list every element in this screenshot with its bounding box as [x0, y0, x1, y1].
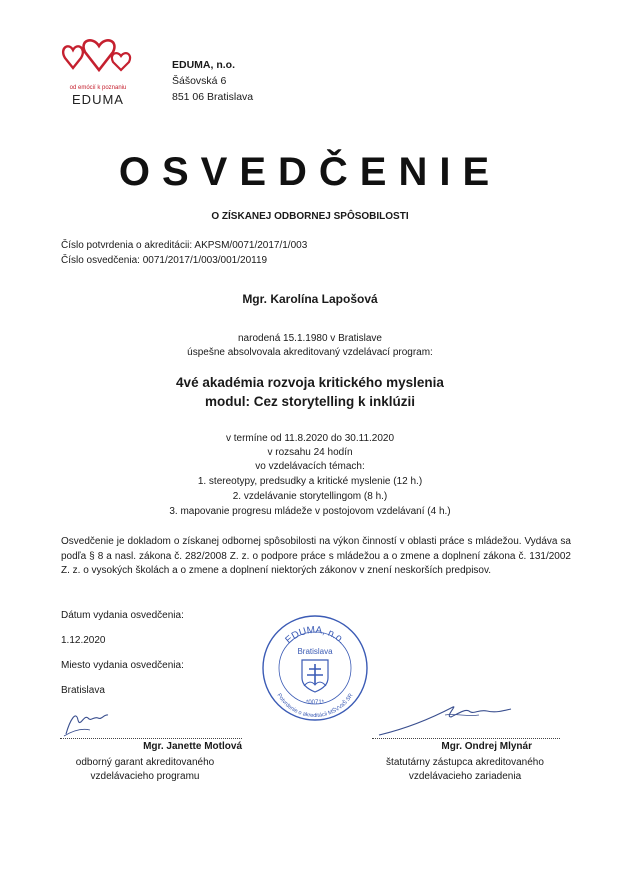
hearts-logo-icon [55, 38, 145, 88]
left-role-line2: vzdelávacieho programu [90, 771, 200, 782]
completion-statement: úspešne absolvovala akreditovaný vzdelávací program: [187, 347, 433, 358]
program-title: 4vé akadémia rozvoja kritického myslenia [176, 375, 444, 390]
recipient-details [0, 332, 620, 360]
right-signatory-name: Mgr. Ondrej Mlynár [441, 741, 532, 752]
stamp-city: Bratislava [297, 647, 333, 656]
legal-paragraph: Osvedčenie je dokladom o získanej odbornej spôsobilosti na výkon činností v oblasti práce s mládežou. Vydáva sa podľa § 8 a nasl. zákona č. 282/2008 Z. z. o podpore práce s mládežou a o zmene a doplnení zákona č. 131/2002 Z. z. o vysokých školách a o zmene a doplnení niektorých zákonov v znení neskorších predpisov. [61, 536, 571, 576]
logo-wordmark: EDUMA [72, 92, 124, 107]
signature-icon [60, 700, 120, 740]
document-title: OSVEDČENIE [118, 150, 502, 194]
right-signature-line [372, 738, 560, 739]
left-signatory-role [40, 756, 250, 784]
accreditation-number: Číslo potvrdenia o akreditácii: AKPSM/0071/2017/1/003 [61, 240, 308, 251]
left-role-line1: odborný garant akreditovaného [75, 757, 215, 768]
stamp-number: *0071* [305, 700, 325, 706]
left-signature-scribble [60, 700, 120, 740]
term-dates: v termíne od 11.8.2020 do 30.11.2020 [225, 433, 395, 444]
signature-icon [375, 695, 515, 740]
topics-list [0, 474, 620, 519]
recipient-name: Mgr. Karolína Lapošová [242, 292, 378, 306]
topics-intro: vo vzdelávacích témach: [255, 461, 365, 472]
program-term [0, 432, 620, 474]
stamp-bottom-text: Potvrdenie o akreditácii MŠVVaŠ SR [275, 692, 355, 719]
organization-address [172, 57, 253, 105]
birth-info: narodená 15.1.1980 v Bratislave [238, 333, 382, 344]
stamp-top-text: EDUMA, n.o. [283, 624, 347, 647]
issue-date: 1.12.2020 [61, 635, 106, 646]
issue-place-label: Miesto vydania osvedčenia: [61, 660, 184, 671]
stamp-seal-icon [260, 612, 370, 722]
issue-date-label: Dátum vydania osvedčenia: [61, 610, 184, 621]
program-name [0, 373, 620, 411]
organization-street: Šášovská 6 [172, 75, 227, 87]
document-subtitle: O ZÍSKANEJ ODBORNEJ SPÔSOBILOSTI [211, 211, 409, 222]
right-role-line2: vzdelávacieho zariadenia [408, 771, 522, 782]
organization-city: 851 06 Bratislava [172, 91, 254, 103]
topic-item: 3. mapovanie progresu mládeže v postojovom vzdelávaní (4 h.) [169, 506, 451, 517]
left-signature-line [60, 738, 242, 739]
issue-place: Bratislava [61, 685, 105, 696]
official-stamp [260, 612, 370, 722]
right-role-line1: štatutárny zástupca akreditovaného [386, 757, 544, 768]
topic-item: 1. stereotypy, predsudky a kritické myslenie (12 h.) [197, 476, 423, 487]
left-signatory-name: Mgr. Janette Motlová [143, 741, 242, 752]
reference-numbers [61, 238, 307, 268]
logo-tagline: od emócií k poznaniu [69, 85, 127, 91]
program-module: modul: Cez storytelling k inklúzii [204, 394, 416, 409]
term-scope: v rozsahu 24 hodín [267, 447, 353, 458]
right-signatory-role [355, 756, 575, 784]
right-signature-scribble [375, 695, 515, 740]
topic-item: 2. vzdelávanie storytellingom (8 h.) [232, 491, 388, 502]
organization-name: EDUMA, n.o. [172, 59, 235, 71]
certificate-number: Číslo osvedčenia: 0071/2017/1/003/001/20119 [61, 255, 268, 266]
